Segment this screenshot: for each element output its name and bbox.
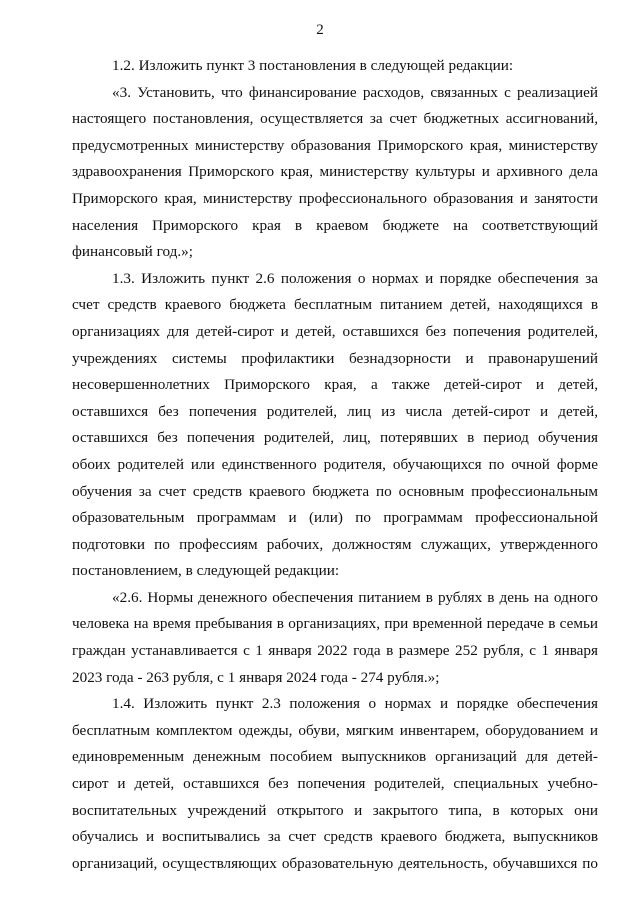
text-line: единовременным денежным пособием выпускников организаций для детей- <box>72 748 598 766</box>
text-line: организаций, осуществляющих образовательную деятельность, обучавшихся по <box>72 854 598 872</box>
text-line: граждан устанавливается с 1 января 2022 года в размере 252 рубля, с 1 января <box>72 642 598 660</box>
text-line: 2023 года - 263 рубля, с 1 января 2024 года - 274 рубля.»; <box>72 668 440 686</box>
text-line: организациях для детей-сирот и детей, оставшихся без попечения родителей, <box>72 322 598 340</box>
text-line: несовершеннолетних Приморского края, а также детей-сирот и детей, <box>72 376 598 394</box>
paragraph-1-3 <box>72 266 598 585</box>
text-line: учреждениях системы профилактики безнадзорности и правонарушений <box>72 349 598 367</box>
paragraph-1-2 <box>72 53 598 80</box>
text-line: 1.2. Изложить пункт 3 постановления в следующей редакции: <box>112 57 514 74</box>
text-line: предусмотренных министерству образования Приморского края, министерству <box>72 136 598 154</box>
text-line: постановлением, в следующей редакции: <box>72 562 340 580</box>
text-line: настоящего постановления, осуществляется за счет бюджетных ассигнований, <box>72 110 598 128</box>
paragraph-1-4 <box>72 691 598 877</box>
paragraph-quote-3 <box>72 80 598 266</box>
text-line: «2.6. Нормы денежного обеспечения питанием в рублях в день на одного <box>112 588 598 606</box>
text-line: воспитательных учреждений открытого и закрытого типа, в которых они <box>72 801 598 819</box>
text-line: 1.4. Изложить пункт 2.3 положения о нормах и порядке обеспечения <box>112 695 598 713</box>
text-line: сирот и детей, оставшихся без попечения родителей, специальных учебно- <box>72 775 598 793</box>
text-line: населения Приморского края в краевом бюджете на соответствующий <box>72 216 598 234</box>
text-line: оставшихся без попечения родителей, лиц из числа детей-сирот и детей, <box>72 402 598 420</box>
text-line: оставшихся без попечения родителей, лиц, потерявших в период обучения <box>72 429 598 447</box>
text-line: обучались и воспитывались за счет средств краевого бюджета, выпускников <box>72 828 598 846</box>
paragraph-quote-2-6 <box>72 585 598 691</box>
text-line: обучения за счет средств краевого бюджета по основным профессиональным <box>72 482 598 500</box>
text-line: образовательным программам и (или) по программам профессиональной <box>72 509 598 527</box>
text-line: «3. Установить, что финансирование расходов, связанных с реализацией <box>112 83 598 101</box>
document-body <box>72 53 598 877</box>
page-number: 2 <box>316 22 324 38</box>
text-line: счет средств краевого бюджета бесплатным питанием детей, находящихся в <box>72 296 598 314</box>
text-line: человека на время пребывания в организациях, при временной передаче в семьи <box>72 615 598 633</box>
text-line: подготовки по профессиям рабочих, должностям служащих, утвержденного <box>72 535 598 553</box>
text-line: 1.3. Изложить пункт 2.6 положения о нормах и порядке обеспечения за <box>112 269 598 287</box>
text-line: здравоохранения Приморского края, министерству культуры и архивного дела <box>72 163 598 181</box>
text-line: бесплатным комплектом одежды, обуви, мягким инвентарем, оборудованием и <box>72 721 598 739</box>
text-line: финансовый год.»; <box>72 243 193 261</box>
text-line: Приморского края, министерству профессионального образования и занятости <box>72 189 598 207</box>
text-line: обоих родителей или единственного родителя, обучающихся по очной форме <box>72 455 598 473</box>
